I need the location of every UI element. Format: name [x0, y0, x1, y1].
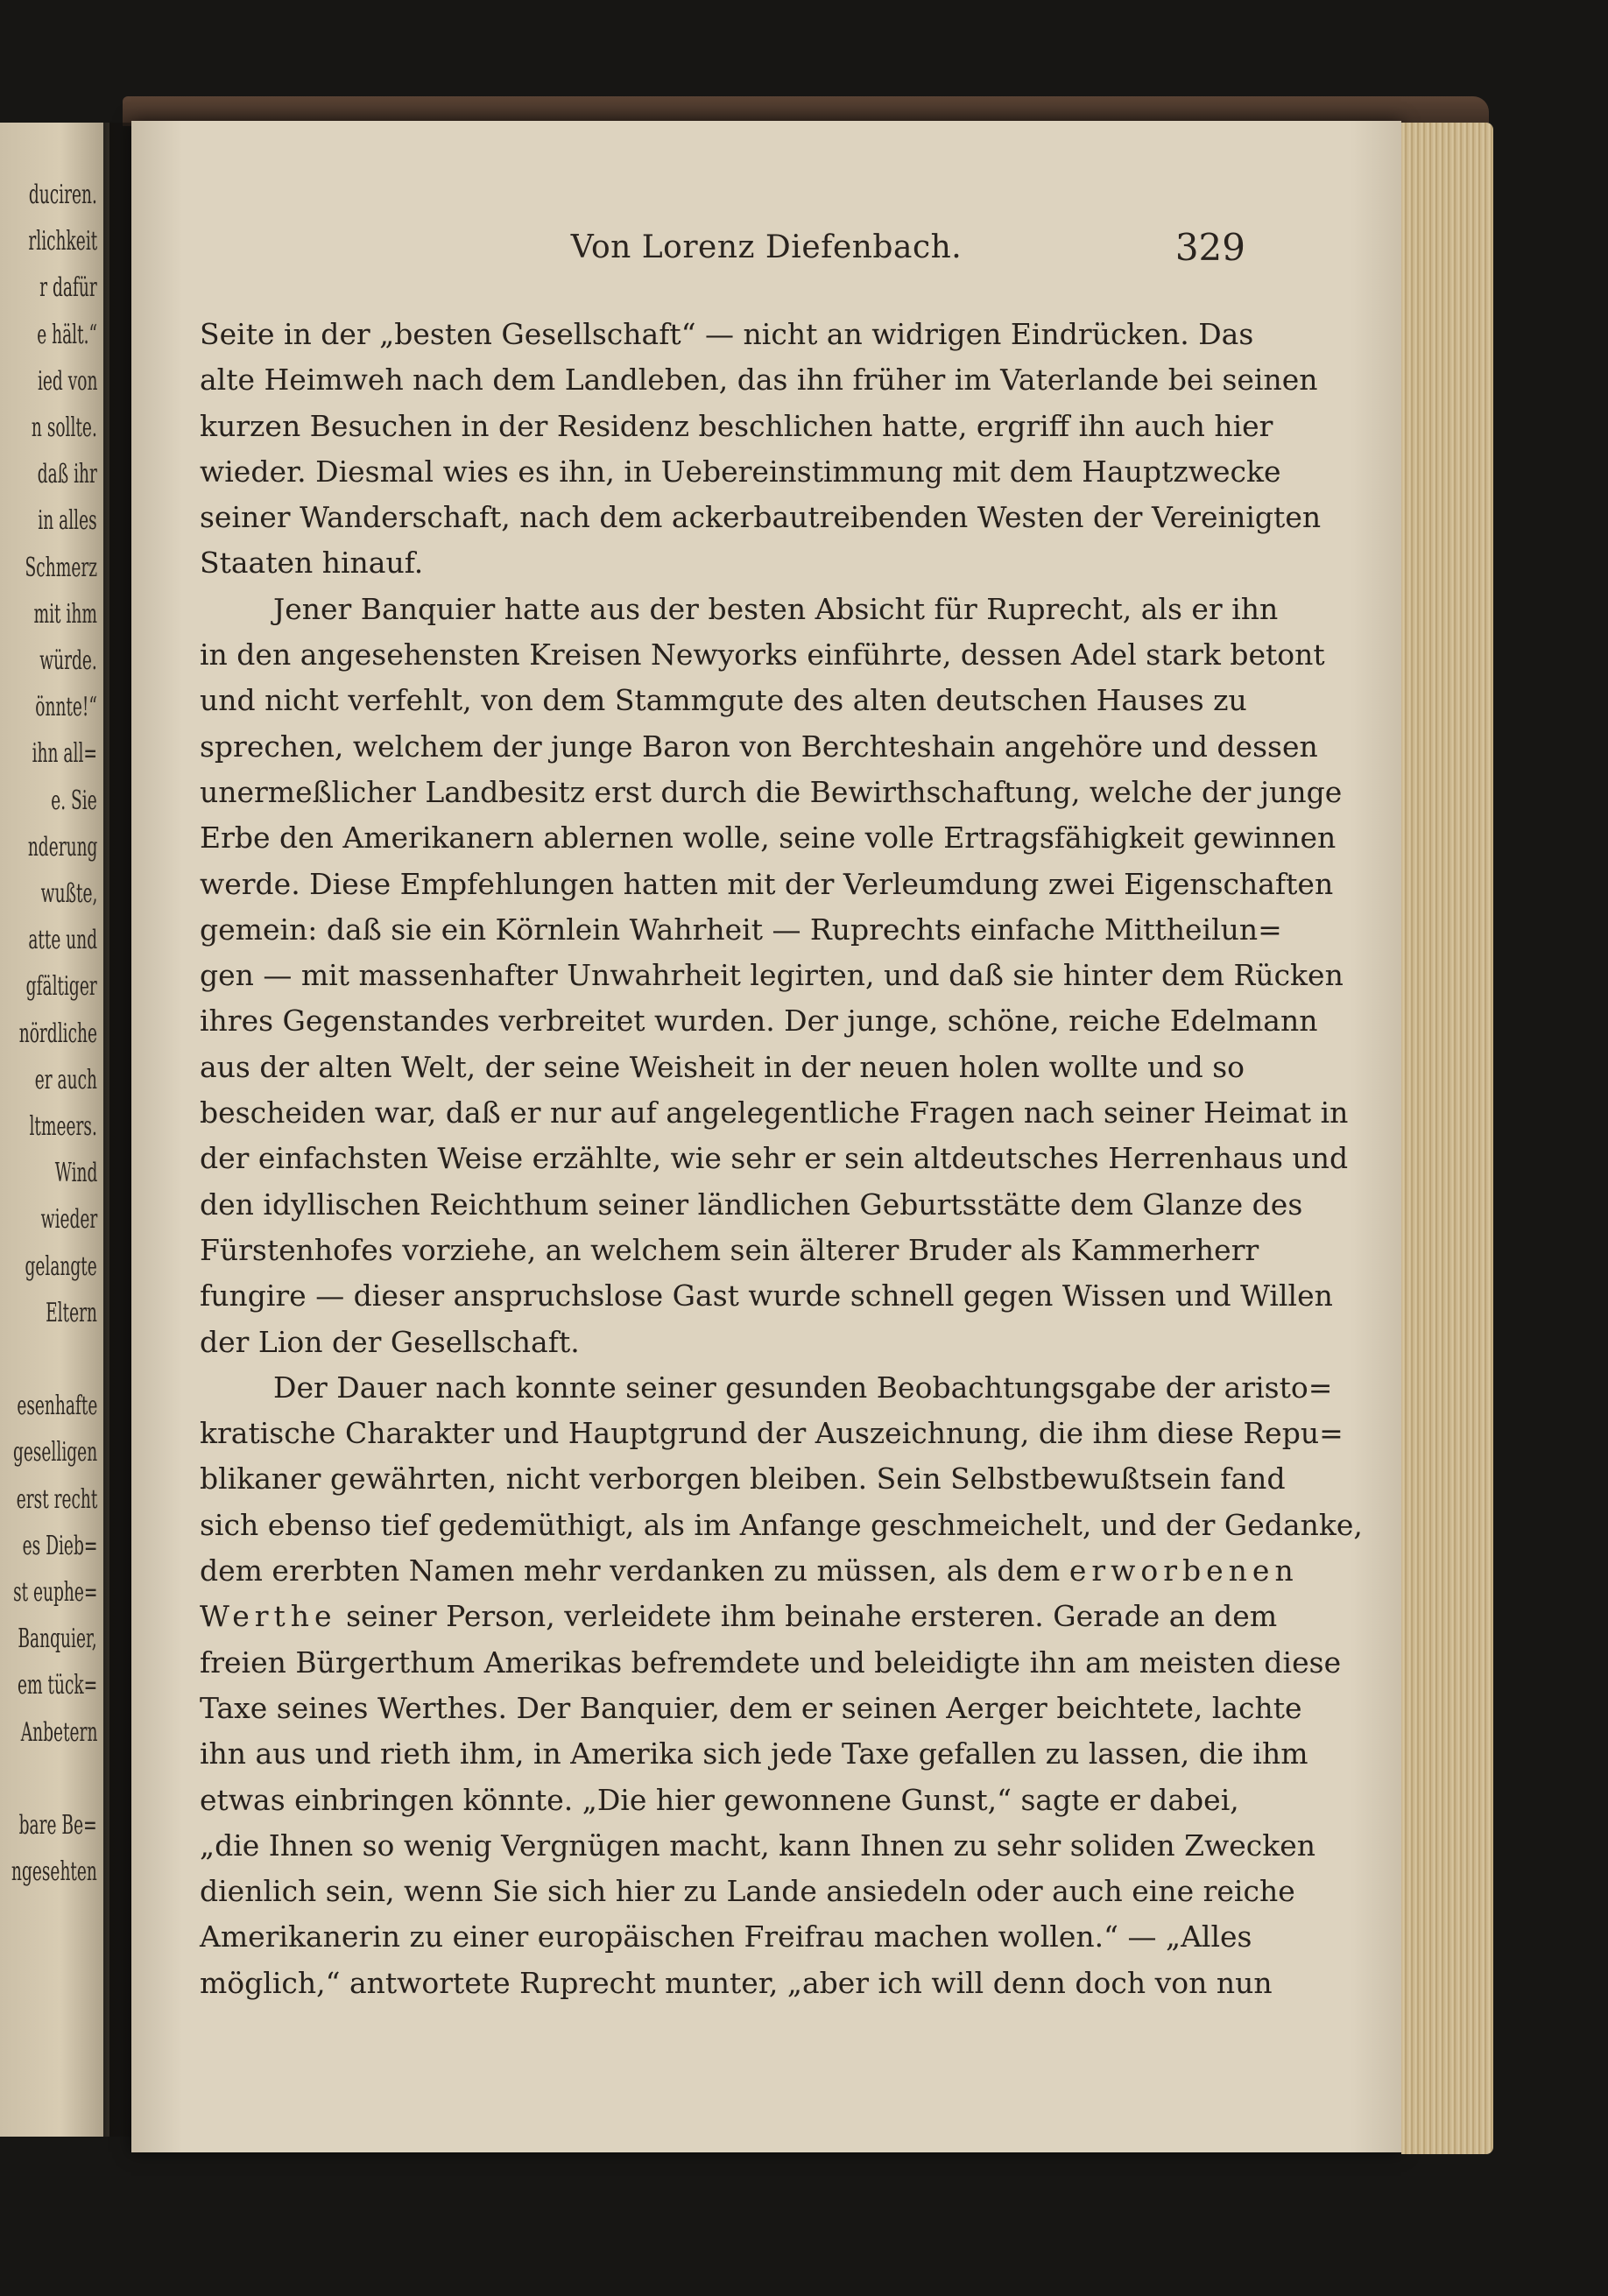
- text-line: werde. Diese Empfehlungen hatten mit der Verleumdung zwei Eigenschaften: [200, 866, 1334, 901]
- text-line: kurzen Besuchen in der Residenz beschlichen hatte, ergriff ihn auch hier: [200, 408, 1273, 443]
- text-line: Jener Banquier hatte aus der besten Absicht für Ruprecht, als er ihn: [273, 591, 1279, 626]
- text-line: etwas einbringen könnte. „Die hier gewonnene Gunst,“ sagte er dabei,: [200, 1782, 1239, 1817]
- previous-page-line: ngesehten: [11, 1856, 97, 1888]
- text-line: bescheiden war, daß er nur auf angelegentliche Fragen nach seiner Heimat in: [200, 1095, 1349, 1130]
- text-line: seiner Wanderschaft, nach dem ackerbautreibenden Westen der Vereinigten: [200, 500, 1322, 535]
- previous-page-line: n sollte.: [32, 412, 97, 443]
- previous-page-line: geselligen: [12, 1437, 97, 1468]
- previous-page-line: esenhafte: [17, 1391, 97, 1422]
- previous-page-line: Eltern: [46, 1297, 97, 1328]
- text-line: Amerikanerin zu einer europäischen Freifrau machen wollen.“ — „Alles: [200, 1919, 1252, 1954]
- previous-page-line: nderung: [27, 831, 97, 863]
- text-line: aus der alten Welt, der seine Weisheit in der neuen holen wollte und so: [200, 1049, 1245, 1084]
- text-line: ihn aus und rieth ihm, in Amerika sich jede Taxe gefallen zu lassen, die ihm: [200, 1736, 1308, 1771]
- previous-page-line: önnte!“: [35, 692, 97, 723]
- previous-page-line: ltmeers.: [29, 1111, 97, 1142]
- text-line: den idyllischen Reichthum seiner ländlichen Geburtsstätte dem Glanze des: [200, 1187, 1303, 1222]
- previous-page-line: ied von: [37, 365, 97, 397]
- previous-page-line: wußte,: [40, 878, 97, 909]
- previous-page-line: Wind: [54, 1158, 97, 1189]
- text-line: „die Ihnen so wenig Vergnügen macht, kann Ihnen zu sehr soliden Zwecken: [200, 1828, 1316, 1863]
- text-line: blikaner gewährten, nicht verborgen bleiben. Sein Selbstbewußtsein fand: [200, 1461, 1286, 1497]
- text-line: gemein: daß sie ein Körnlein Wahrheit — Ruprechts einfache Mittheilun=: [200, 912, 1282, 947]
- text-line: Taxe seines Werthes. Der Banquier, dem er seinen Aerger beichtete, lachte: [200, 1690, 1302, 1725]
- previous-page-line: gelangte: [25, 1250, 97, 1282]
- text-line: ihres Gegenstandes verbreitet wurden. Der junge, schöne, reiche Edelmann: [200, 1004, 1318, 1039]
- previous-page-line: e. Sie: [51, 785, 97, 816]
- text-line: wieder. Diesmal wies es ihn, in Uebereinstimmung mit dem Hauptzwecke: [200, 454, 1281, 489]
- running-head: [131, 226, 1401, 273]
- previous-page-line: st euphe=: [12, 1577, 97, 1608]
- previous-page-line: würde.: [39, 645, 97, 676]
- previous-page-line: in alles: [38, 505, 97, 537]
- previous-page-line: Schmerz: [25, 552, 97, 583]
- text-line: unermeßlicher Landbesitz erst durch die Bewirthschaftung, welche der junge: [200, 774, 1343, 809]
- text-line: dienlich sein, wenn Sie sich hier zu Lande ansiedeln oder auch eine reiche: [200, 1874, 1295, 1909]
- previous-page-line: duciren.: [28, 180, 97, 210]
- previous-page-line: daß ihr: [37, 459, 97, 490]
- previous-page-line: ihn all=: [32, 738, 97, 770]
- previous-page-line: atte und: [28, 925, 97, 956]
- text-line: dem ererbten Namen mehr verdanken zu müssen, als dem erworbenen: [200, 1553, 1299, 1588]
- previous-page-line: rlichkeit: [28, 226, 97, 257]
- text-line: der einfachsten Weise erzählte, wie sehr er sein altdeutsches Herrenhaus und: [200, 1141, 1349, 1176]
- text-line: Erbe den Amerikanern ablernen wolle, seine volle Ertragsfähigkeit gewinnen: [200, 821, 1336, 856]
- previous-page-line: nördliche: [18, 1018, 97, 1049]
- page-number: 329: [1174, 226, 1245, 269]
- previous-page-line: wieder: [40, 1204, 97, 1236]
- previous-page-line: Banquier,: [18, 1623, 97, 1655]
- text-line: alte Heimweh nach dem Landleben, das ihn früher im Vaterlande bei seinen: [200, 363, 1318, 398]
- body-text: [200, 312, 1363, 2006]
- previous-page-line: erst recht: [16, 1483, 97, 1515]
- text-line: Staaten hinauf.: [200, 546, 424, 581]
- text-line: kratische Charakter und Hauptgrund der Auszeichnung, die ihm diese Repu=: [200, 1416, 1344, 1451]
- text-line: sprechen, welchem der junge Baron von Berchteshain angehöre und dessen: [200, 729, 1318, 764]
- emphasis: erworbenen: [1068, 1553, 1299, 1588]
- text-line: Werthe seiner Person, verleidete ihm beinahe ersteren. Gerade an dem: [200, 1599, 1278, 1634]
- page-edges: [1401, 123, 1493, 2154]
- text-line: Der Dauer nach konnte seiner gesunden Beobachtungsgabe der aristo=: [273, 1370, 1333, 1405]
- text-line: und nicht verfehlt, von dem Stammgute des alten deutschen Hauses zu: [200, 683, 1247, 718]
- text-line: Seite in der „besten Gesellschaft“ — nicht an widrigen Eindrücken. Das: [200, 317, 1254, 351]
- previous-page-line: er auch: [34, 1064, 97, 1095]
- emphasis: Werthe: [200, 1599, 337, 1634]
- previous-page: [0, 123, 109, 2137]
- text-line: freien Bürgerthum Amerikas befremdete und beleidigte ihn am meisten diese: [200, 1645, 1342, 1680]
- text-line: möglich,“ antwortete Ruprecht munter, „aber ich will denn doch von nun: [200, 1965, 1273, 2000]
- text-line: in den angesehensten Kreisen Newyorks einführte, dessen Adel stark betont: [200, 637, 1325, 673]
- running-title: Von Lorenz Diefenbach.: [570, 229, 963, 265]
- previous-page-line: bare Be=: [18, 1810, 97, 1841]
- previous-page-line: r dafür: [39, 272, 97, 304]
- previous-page-line: es Dieb=: [22, 1530, 97, 1561]
- text-line: der Lion der Gesellschaft.: [200, 1324, 580, 1359]
- previous-page-line: e hält.“: [37, 319, 97, 350]
- text-line: Fürstenhofes vorziehe, an welchem sein älterer Bruder als Kammerherr: [200, 1232, 1259, 1267]
- previous-page-line: Anbetern: [20, 1716, 97, 1748]
- previous-page-line: mit ihm: [33, 598, 97, 630]
- text-line: sich ebenso tief gedemüthigt, als im Anfange geschmeichelt, und der Gedanke,: [200, 1507, 1363, 1542]
- text-line: gen — mit massenhafter Unwahrheit legirten, und daß sie hinter dem Rücken: [200, 958, 1344, 993]
- text-line: fungire — dieser anspruchslose Gast wurde schnell gegen Wissen und Willen: [200, 1278, 1333, 1314]
- previous-page-line: em tück=: [17, 1670, 97, 1701]
- previous-page-line: gfältiger: [25, 971, 97, 1003]
